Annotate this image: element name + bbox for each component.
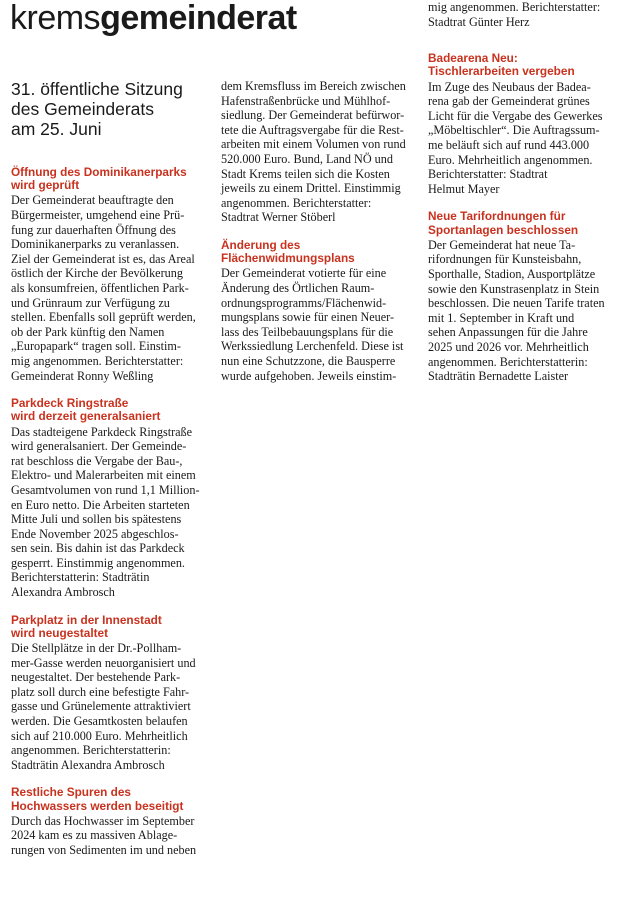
article-body: Der Gemeinderat beauftragte den Bürgermeister, umgehend eine Prü- fung zur dauerhaften Öffnung des Dominikanerparks zu veranlassen. Ziel der Gemeinderat ist es, das Areal östlich der Kirche der Bevölkerung als konsumfreien, öffentlichen Park- und Grünraum zur Verfügung zu stellen. Ebenfalls soll geprüft werden, ob der Park künftig den Namen „Europapark“ tragen soll. Einstim- mig angenommen. Berichterstatter: Gemeinderat Ronny Weßling <box>11 193 196 383</box>
column-2 <box>221 79 417 397</box>
article-heading: Parkplatz in der Innenstadt wird neugestaltet <box>11 612 162 640</box>
article-continuation: mig angenommen. Berichterstatter: Stadtrat Günter Herz <box>428 0 601 29</box>
article-body: Im Zuge des Neubaus der Badea- rena gab der Gemeinderat grünes Licht für die Vergabe des Gewerkes „Möbeltischler“. Die Auftragssum- me beläuft sich auf rund 443.000 Euro. Mehrheitlich angenommen. Berichterstatter: Stadtrat Helmut Mayer <box>428 79 603 196</box>
article-body: Das stadteigene Parkdeck Ringstraße wird generalsaniert. Der Gemeinde- rat beschloss die Vergabe der Bau-, Elektro- und Malerarbeiten mit einem Gesamtvolumen von rund 1,1 Million- en Euro netto. Die Arbeiten starteten Mitte Juli und sollen bis spätestens Ende November 2025 abgeschlos- sen sein. Bis dahin ist das Parkdeck gesperrt. Einstimmig angenommen. Berichterstatterin: Stadträtin Alexandra Ambrosch <box>11 424 200 600</box>
article-heading: Restliche Spuren des Hochwassers werden beseitigt <box>11 785 184 813</box>
article-body: Durch das Hochwasser im September 2024 kam es zu massiven Ablage- rungen von Sedimenten im und neben <box>11 813 197 857</box>
column-1 <box>11 79 207 872</box>
article-hochwasser <box>11 786 207 857</box>
article-flaechenwidmung <box>221 239 417 383</box>
article-body: Der Gemeinderat hat neue Ta- rifordnungen für Kunsteisbahn, Sporthalle, Stadion, Ausportplätze sowie den Kunstrasenplatz in Stein beschlossen. Die neuen Tarife traten mit 1. September in Kraft und sehen Anpassungen für die Jahre 2025 und 2026 vor. Mehrheitlich angenommen. Berichterstatterin: Stadträtin Bernadette Laister <box>428 237 605 384</box>
article-continuation: dem Kremsfluss im Bereich zwischen Hafenstraßenbrücke und Mühlhof- siedlung. Der Gemeinderat befürwor- tete die Auftragsvergabe für die Rest- arbeiten mit einem Volumen von rund 520.000 Euro. Bund, Land NÖ und Stadt Krems teilen sich die Kosten jeweils zu einem Drittel. Einstimmig angenommen. Berichterstatter: Stadtrat Werner Stöberl <box>221 79 406 225</box>
masthead-gemeinderat: gemeinderat <box>100 0 297 37</box>
article-body: Der Gemeinderat votierte für eine Änderung des Örtlichen Raum- ordnungsprogramms/Flächenwid- mungsplans sowie für einen Neuer- lass des Teilbebauungsplans für die Werkssiedlung Lerchenfeld. Diese ist nun eine Schutzzone, die Bausperre wurde aufgehoben. Jeweils einstim- <box>221 266 404 383</box>
article-heading: Änderung des Flächenwidmungsplans <box>221 237 355 266</box>
article-heading: Parkdeck Ringstraße wird derzeit generalsaniert <box>11 396 161 424</box>
column-3 <box>428 0 624 398</box>
session-title: 31. öffentliche Sitzung des Gemeinderats am 25. Juni <box>11 79 183 139</box>
masthead-krems: krems <box>10 0 101 37</box>
article-parkdeck <box>11 397 207 600</box>
article-heading: Neue Tarifordnungen für Sportanlagen beschlossen <box>428 209 579 237</box>
masthead-logo <box>10 0 297 36</box>
article-tarifordnungen <box>428 210 624 383</box>
article-parkplatz <box>11 614 207 773</box>
article-heading: Badearena Neu: Tischlerarbeiten vergeben <box>428 51 575 79</box>
article-body: Die Stellplätze in der Dr.-Pollham- mer-Gasse werden neuorganisiert und neugestaltet. Der bestehende Park- platz soll durch eine befestigte Fahr- gasse und Grünelemente attraktiviert werden. Die Gesamtkosten belaufen sich auf 210.000 Euro. Mehrheitlich angenommen. Berichterstatterin: Stadträtin Alexandra Ambrosch <box>11 641 196 772</box>
article-heading: Öffnung des Dominikanerparks wird geprüft <box>11 165 187 193</box>
article-badearena <box>428 52 624 196</box>
article-dominikanerpark <box>11 166 207 383</box>
